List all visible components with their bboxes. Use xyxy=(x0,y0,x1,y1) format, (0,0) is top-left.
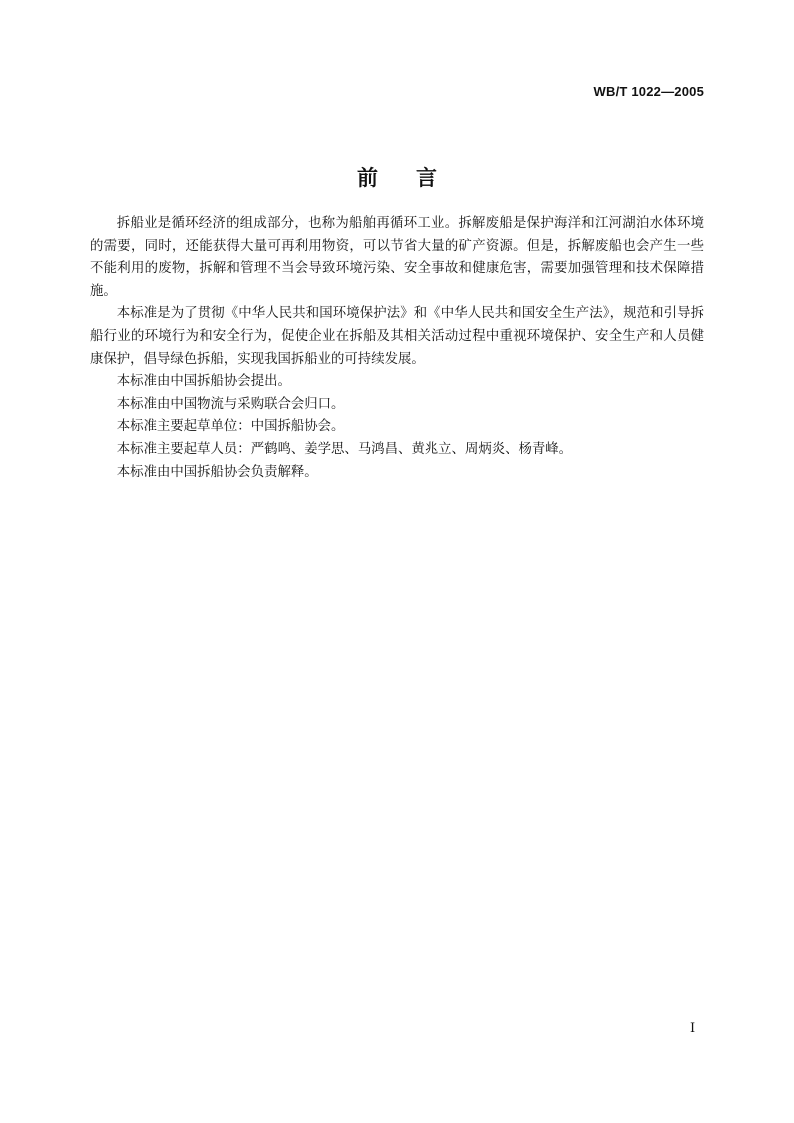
foreword-body xyxy=(90,213,704,484)
paragraph-interpretation: 本标准由中国拆船协会负责解释。 xyxy=(116,464,318,480)
paragraph-centralizer: 本标准由中国物流与采购联合会归口。 xyxy=(116,396,345,412)
paragraph-proposer: 本标准由中国拆船协会提出。 xyxy=(116,374,291,390)
paragraph-purpose: 本标准是为了贯彻《中华人民共和国环境保护法》和《中华人民共和国安全生产法》，规范和引导拆船行业的环境行为和安全行为，促使企业在拆船及其相关活动过程中重视环境保护、安全生产和人员健康保护，倡导绿色拆船，实现我国拆船业的可持续发展。 xyxy=(90,306,704,367)
paragraph-background: 拆船业是循环经济的组成部分，也称为船舶再循环工业。拆解废船是保护海洋和江河湖泊水体环境的需要，同时，还能获得大量可再利用物资，可以节省大量的矿产资源。但是，拆解废船也会产生一些不能利用的废物，拆解和管理不当会导致环境污染、安全事故和健康危害，需要加强管理和技术保障措施。 xyxy=(90,216,704,299)
page-title: 前言 xyxy=(357,166,475,191)
page-number: I xyxy=(690,1021,696,1036)
paragraph-drafters: 本标准主要起草人员：严鹤鸣、姜学思、马鸿昌、黄兆立、周炳炎、杨青峰。 xyxy=(116,441,573,457)
paragraph-drafting-unit: 本标准主要起草单位：中国拆船协会。 xyxy=(116,419,345,435)
standard-number: WB/T 1022—2005 xyxy=(593,84,704,99)
